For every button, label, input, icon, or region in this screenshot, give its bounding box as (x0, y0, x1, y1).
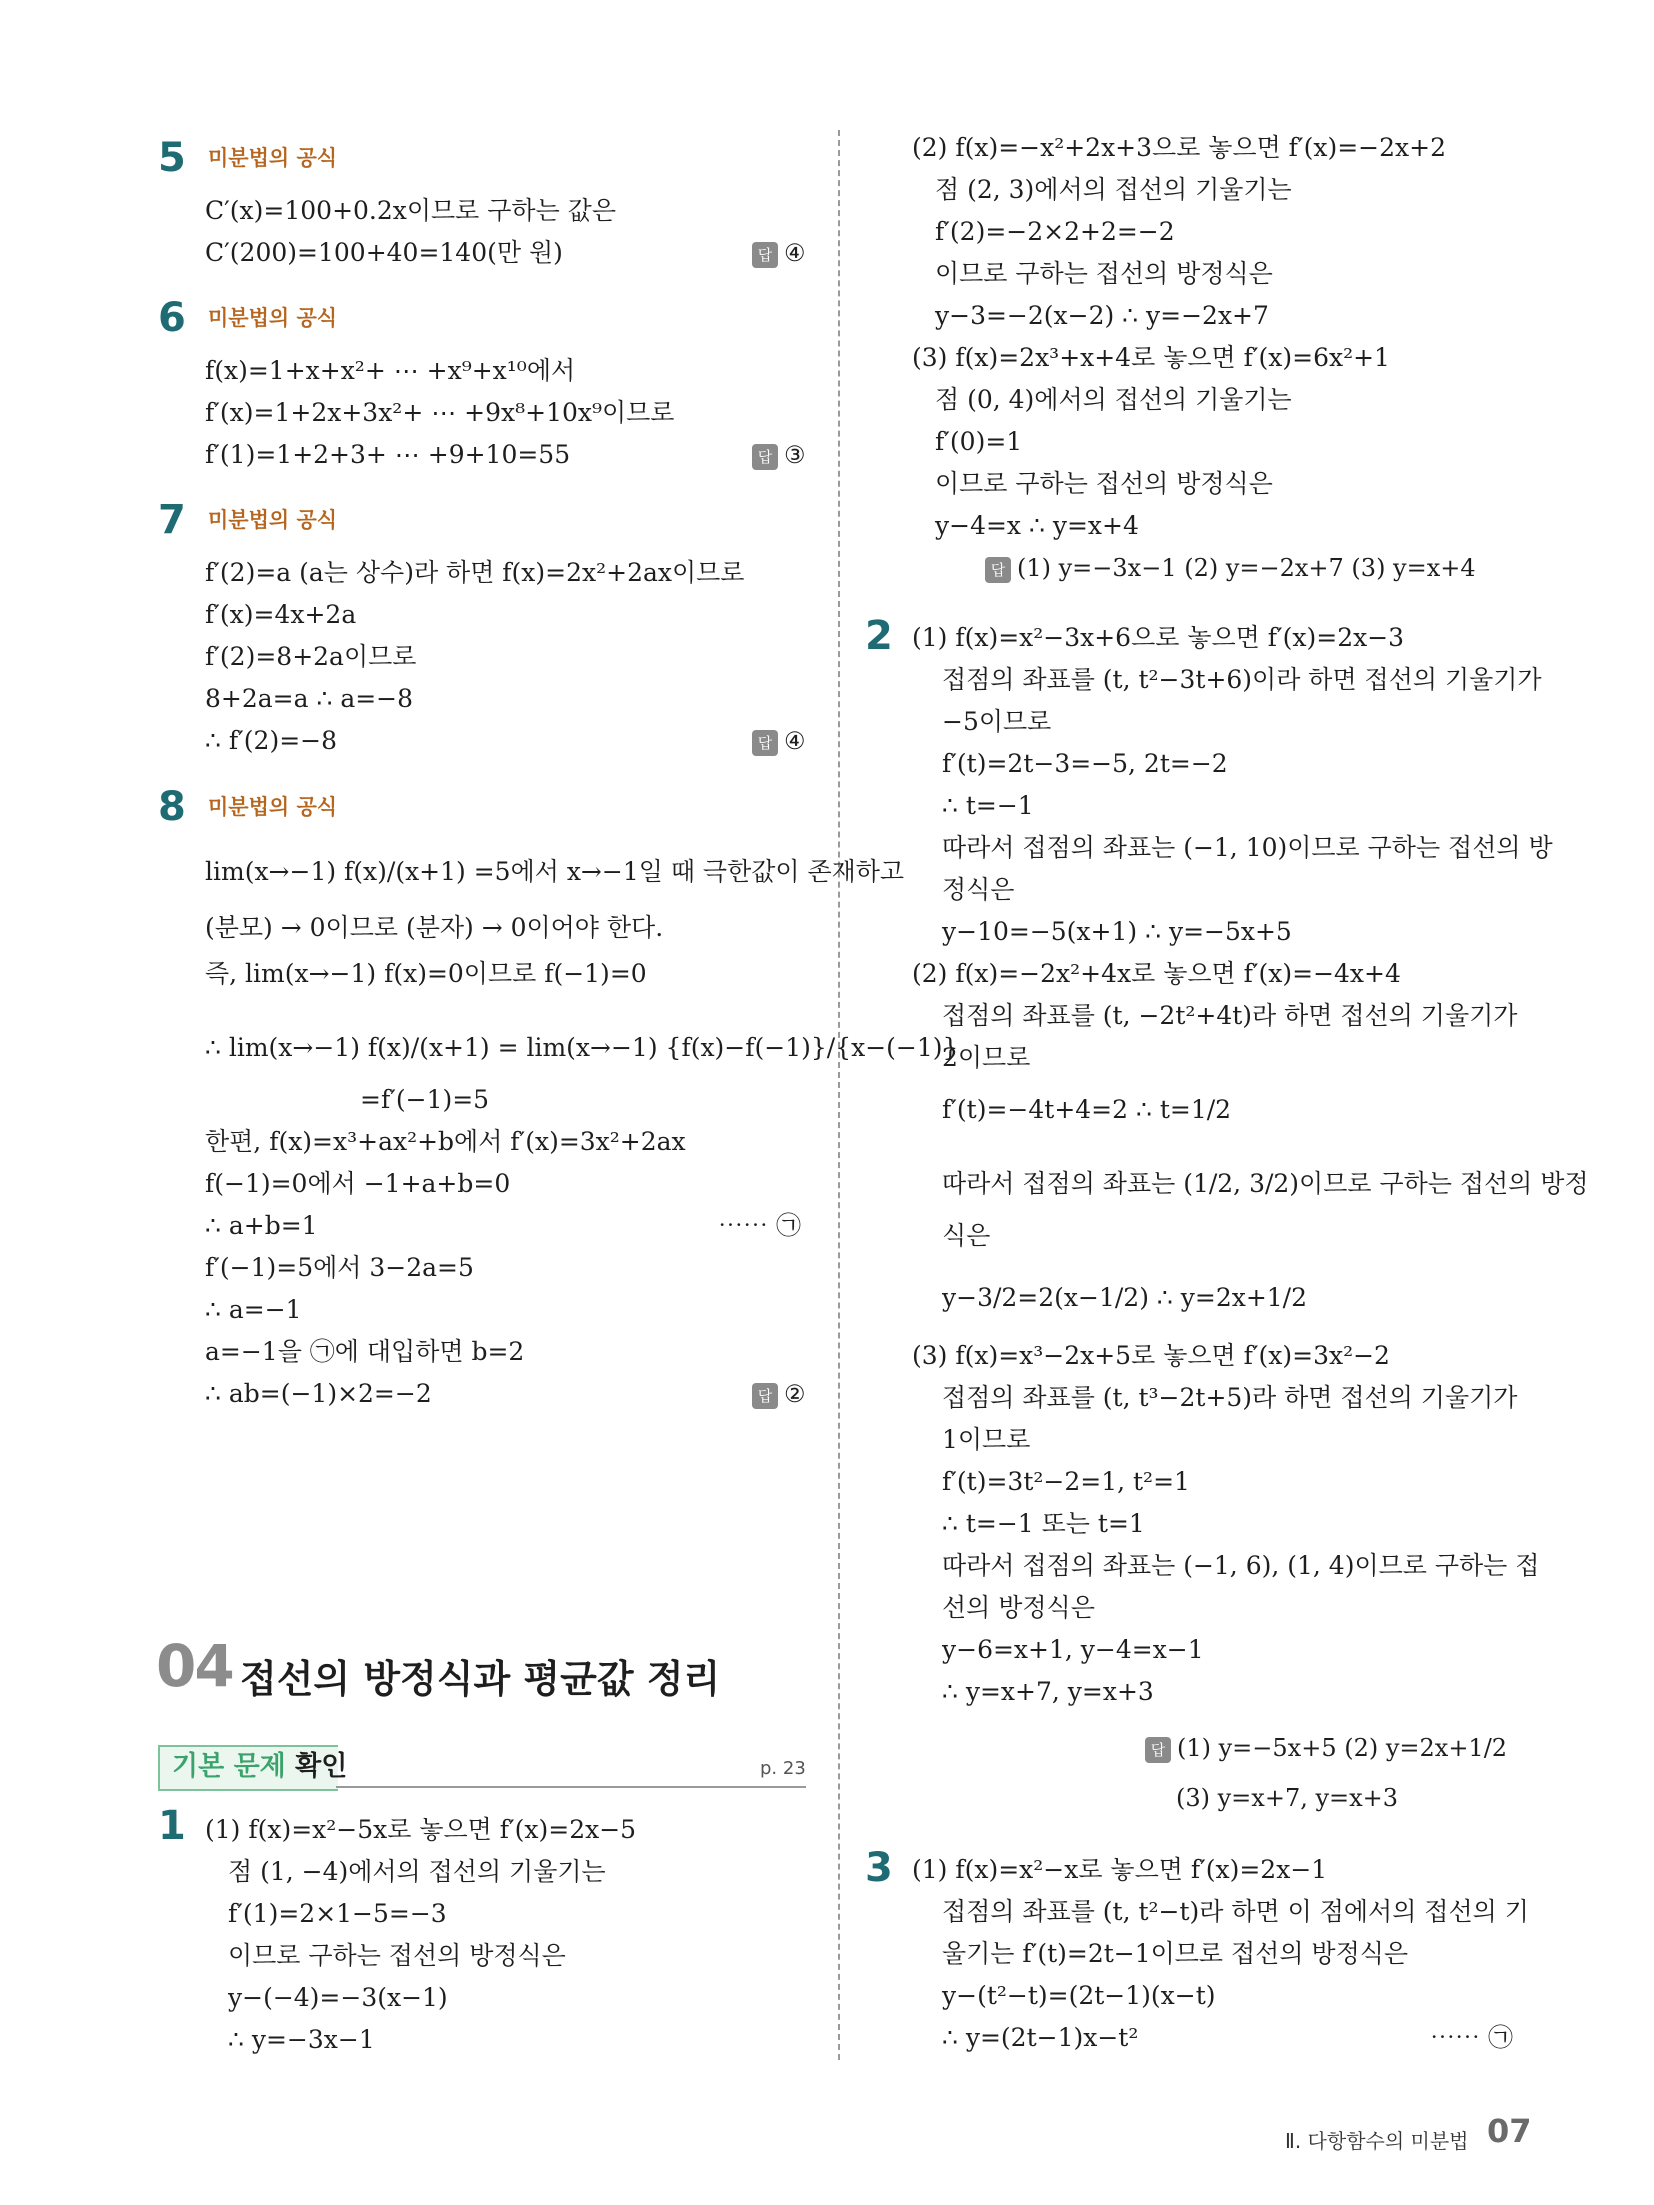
problem-3-line: 접점의 좌표를 (t, t²−t)라 하면 이 점에서의 접선의 기 (942, 1897, 1529, 1926)
problem-5-label: 미분법의 공식 (208, 146, 338, 170)
answer-value: ② (784, 1380, 806, 1408)
problem-2-line: 정식은 (942, 875, 1015, 904)
problem-1-cont-line: (3) f(x)=2x³+x+4로 놓으면 f′(x)=6x²+1 (912, 343, 1390, 372)
problem-1-line: ∴ y=−3x−1 (228, 2025, 375, 2054)
chapter-footer: Ⅱ. 다항함수의 미분법 (1285, 2129, 1469, 2153)
answer-value: (1) y=−3x−1 (2) y=−2x+7 (3) y=x+4 (1017, 554, 1476, 582)
problem-1-line: y−(−4)=−3(x−1) (228, 1983, 448, 2012)
problem-2-line: (1) f(x)=x²−3x+6으로 놓으면 f′(x)=2x−3 (912, 623, 1405, 652)
problem-8-label: 미분법의 공식 (208, 795, 338, 819)
problem-1-number: 1 (158, 1803, 186, 1849)
problem-1-cont-line: 이므로 구하는 접선의 방정식은 (935, 469, 1273, 498)
problem-7-line: 8+2a=a ∴ a=−8 (205, 684, 414, 713)
answer-value: ③ (784, 441, 806, 469)
answer-value: ④ (784, 727, 806, 755)
problem-7-number: 7 (158, 497, 186, 543)
problem-5-line: C′(200)=100+40=140(만 원) (205, 238, 563, 267)
problem-8-line: =f′(−1)=5 (360, 1085, 490, 1114)
problem-2-line: y−6=x+1, y−4=x−1 (942, 1635, 1204, 1664)
problem-1-cont-line: 점 (0, 4)에서의 접선의 기울기는 (935, 385, 1292, 414)
section-number: 04 (156, 1632, 233, 1700)
problem-2-line: ∴ t=−1 또는 t=1 (942, 1509, 1145, 1538)
problem-1-answer (985, 550, 1476, 586)
basic-label-b: 확인 (295, 1751, 348, 1782)
problem-1-line: f′(1)=2×1−5=−3 (228, 1899, 447, 1928)
problem-6-label: 미분법의 공식 (208, 306, 338, 330)
problem-8-line: lim(x→−1) f(x)/(x+1) =5에서 x→−1일 때 극한값이 존재하고 (205, 857, 905, 886)
equation-marker: ⋯⋯ ㉠ (718, 1211, 801, 1240)
problem-2-line: ∴ y=x+7, y=x+3 (942, 1677, 1154, 1706)
section-rule (336, 1786, 806, 1788)
problem-2-line: 접점의 좌표를 (t, −2t²+4t)라 하면 접선의 기울기가 (942, 1001, 1518, 1030)
problem-2-line: y−10=−5(x+1) ∴ y=−5x+5 (942, 917, 1292, 946)
problem-1-line: (1) f(x)=x²−5x로 놓으면 f′(x)=2x−5 (205, 1815, 637, 1844)
answer-badge: 답 (752, 730, 778, 756)
problem-1-cont-line: y−4=x ∴ y=x+4 (935, 511, 1139, 540)
problem-2-line: 1이므로 (942, 1425, 1031, 1454)
problem-2-answer (1145, 1730, 1507, 1766)
answer-value: ④ (784, 239, 806, 267)
problem-8-line: ∴ ab=(−1)×2=−2 (205, 1379, 432, 1408)
problem-8-line: 한편, f(x)=x³+ax²+b에서 f′(x)=3x²+2ax (205, 1127, 686, 1156)
problem-2-line: y−3/2=2(x−1/2) ∴ y=2x+1/2 (942, 1283, 1308, 1312)
problem-8-answer (752, 1376, 806, 1412)
problem-1-cont-line: f′(2)=−2×2+2=−2 (935, 217, 1175, 246)
problem-8-line: ∴ lim(x→−1) f(x)/(x+1) = lim(x→−1) {f(x)−f(−1)}/{x−(−1)} (205, 1033, 959, 1062)
problem-7-answer (752, 723, 806, 759)
problem-1-cont-line: (2) f(x)=−x²+2x+3으로 놓으면 f′(x)=−2x+2 (912, 133, 1446, 162)
problem-5-line: C′(x)=100+0.2x이므로 구하는 값은 (205, 196, 616, 225)
basic-label-a: 기본 문제 (172, 1751, 286, 1782)
problem-5-answer (752, 235, 806, 271)
problem-2-line: 접점의 좌표를 (t, t²−3t+6)이라 하면 접선의 기울기가 (942, 665, 1542, 694)
problem-2-line: (2) f(x)=−2x²+4x로 놓으면 f′(x)=−4x+4 (912, 959, 1401, 988)
problem-6-line: f′(x)=1+2x+3x²+ ⋯ +9x⁸+10x⁹이므로 (205, 398, 675, 427)
problem-6-answer (752, 437, 806, 473)
problem-7-line: f′(x)=4x+2a (205, 600, 357, 629)
problem-1-cont-line: y−3=−2(x−2) ∴ y=−2x+7 (935, 301, 1269, 330)
problem-1-cont-line: 점 (2, 3)에서의 접선의 기울기는 (935, 175, 1292, 204)
problem-7-label: 미분법의 공식 (208, 508, 338, 532)
basic-problems-label (172, 1748, 347, 1786)
problem-3-line: 울기는 f′(t)=2t−1이므로 접선의 방정식은 (942, 1939, 1409, 1968)
problem-8-line: ∴ a=−1 (205, 1295, 302, 1324)
problem-6-line: f′(1)=1+2+3+ ⋯ +9+10=55 (205, 440, 571, 469)
problem-2-line: 따라서 접점의 좌표는 (−1, 6), (1, 4)이므로 구하는 접 (942, 1551, 1540, 1580)
column-divider (838, 130, 840, 2060)
problem-2-line: f′(t)=3t²−2=1, t²=1 (942, 1467, 1190, 1496)
section-title: 접선의 방정식과 평균값 정리 (240, 1657, 721, 1701)
answer-value: (1) y=−5x+5 (2) y=2x+1/2 (1177, 1734, 1508, 1762)
problem-2-line: (3) f(x)=x³−2x+5로 놓으면 f′(x)=3x²−2 (912, 1341, 1390, 1370)
problem-1-cont-line: f′(0)=1 (935, 427, 1023, 456)
problem-2-line: 2이므로 (942, 1043, 1031, 1072)
problem-1-line: 이므로 구하는 접선의 방정식은 (228, 1941, 566, 1970)
answer-badge: 답 (985, 557, 1011, 583)
problem-8-line: 즉, lim(x→−1) f(x)=0이므로 f(−1)=0 (205, 959, 647, 988)
problem-2-line: f′(t)=−4t+4=2 ∴ t=1/2 (942, 1095, 1232, 1124)
page-reference: p. 23 (760, 1758, 806, 1779)
problem-8-line: ∴ a+b=1 (205, 1211, 318, 1240)
problem-8-line: f′(−1)=5에서 3−2a=5 (205, 1253, 474, 1282)
page-number: 07 (1487, 2112, 1532, 2150)
equation-marker: ⋯⋯ ㉠ (1430, 2023, 1513, 2052)
problem-2-line: 식은 (942, 1221, 991, 1250)
problem-8-number: 8 (158, 784, 186, 830)
answer-badge: 답 (1145, 1737, 1171, 1763)
problem-1-cont-line: 이므로 구하는 접선의 방정식은 (935, 259, 1273, 288)
problem-2-line: 선의 방정식은 (942, 1593, 1095, 1622)
problem-6-number: 6 (158, 295, 186, 341)
problem-3-line: (1) f(x)=x²−x로 놓으면 f′(x)=2x−1 (912, 1855, 1328, 1884)
problem-2-number: 2 (865, 613, 893, 659)
problem-3-number: 3 (865, 1845, 893, 1891)
answer-badge: 답 (752, 1383, 778, 1409)
problem-5-number: 5 (158, 135, 186, 181)
problem-2-line: f′(t)=2t−3=−5, 2t=−2 (942, 749, 1228, 778)
problem-7-line: f′(2)=8+2a이므로 (205, 642, 417, 671)
problem-2-line: 따라서 접점의 좌표는 (−1, 10)이므로 구하는 접선의 방 (942, 833, 1553, 862)
answer-badge: 답 (752, 242, 778, 268)
problem-2-line: −5이므로 (942, 707, 1052, 736)
problem-7-line: f′(2)=a (a는 상수)라 하면 f(x)=2x²+2ax이므로 (205, 558, 745, 587)
problem-3-line: ∴ y=(2t−1)x−t² (942, 2023, 1139, 2052)
problem-7-line: ∴ f′(2)=−8 (205, 726, 337, 755)
problem-6-line: f(x)=1+x+x²+ ⋯ +x⁹+x¹⁰에서 (205, 356, 576, 385)
problem-8-line: (분모) → 0이므로 (분자) → 0이어야 한다. (205, 913, 664, 942)
problem-2-line: 따라서 접점의 좌표는 (1/2, 3/2)이므로 구하는 접선의 방정 (942, 1169, 1589, 1198)
problem-8-line: f(−1)=0에서 −1+a+b=0 (205, 1169, 511, 1198)
answer-badge: 답 (752, 444, 778, 470)
problem-2-answer-cont: (3) y=x+7, y=x+3 (1176, 1784, 1399, 1812)
problem-1-line: 점 (1, −4)에서의 접선의 기울기는 (228, 1857, 606, 1886)
problem-8-line: a=−1을 ㉠에 대입하면 b=2 (205, 1337, 525, 1366)
problem-2-line: ∴ t=−1 (942, 791, 1034, 820)
problem-2-line: 접점의 좌표를 (t, t³−2t+5)라 하면 접선의 기울기가 (942, 1383, 1518, 1412)
problem-3-line: y−(t²−t)=(2t−1)(x−t) (942, 1981, 1216, 2010)
